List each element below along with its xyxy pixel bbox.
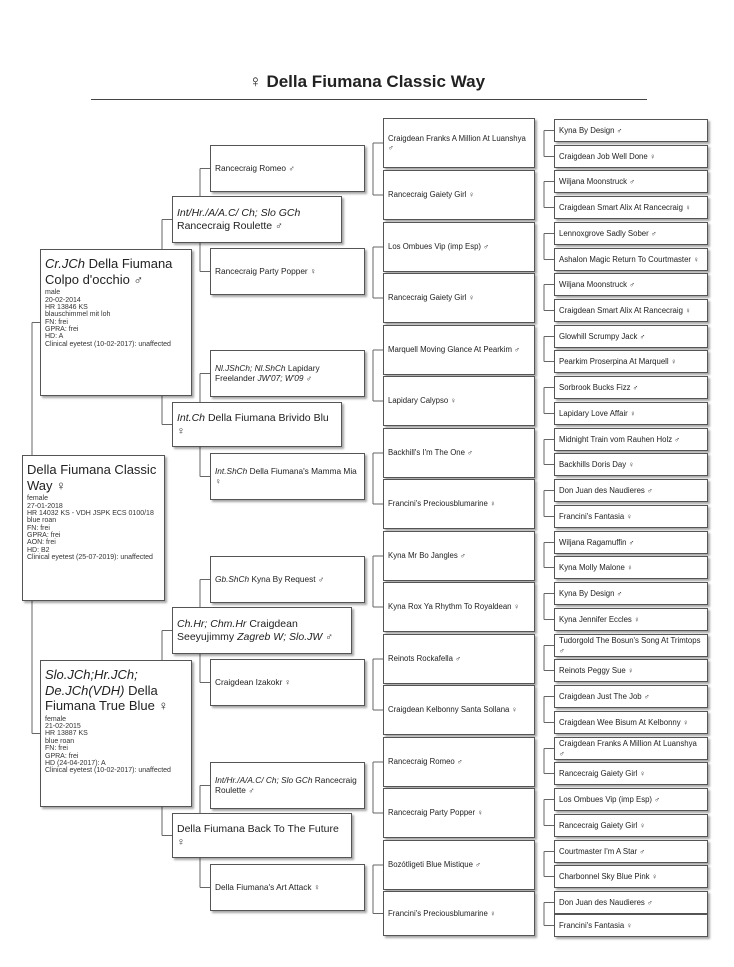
dog-name-text: Backhill's I'm The One: [388, 448, 465, 458]
pedigree-box-a10: [383, 582, 535, 632]
dog-name: [559, 229, 703, 238]
pedigree-box-b17: [554, 531, 708, 554]
dog-titles: Nl.JShCh; Nl.ShCh: [215, 362, 286, 373]
pedigree-box-b25: [554, 737, 708, 760]
dog-name-text: Kyna By Request: [251, 573, 316, 584]
male-symbol-icon: ♂: [674, 434, 681, 444]
male-symbol-icon: ♂: [275, 219, 283, 232]
pedigree-box-b15: [554, 479, 708, 502]
female-symbol-icon: ♀: [639, 820, 646, 830]
female-symbol-icon: ♀: [628, 459, 635, 469]
dog-name-text: Rancecraig Gaiety Girl: [388, 293, 467, 303]
male-symbol-icon: ♂: [133, 271, 144, 287]
dog-name: [559, 769, 703, 778]
dog-name-text: Backhills Doris Day: [559, 459, 627, 469]
detail-line: FN: frei: [45, 745, 68, 753]
detail-line: 21-02-2015: [45, 723, 81, 731]
dog-name: [559, 306, 703, 315]
female-symbol-icon: ♀: [310, 265, 317, 276]
dog-name: [559, 636, 703, 655]
pedigree-box-a14: [383, 788, 535, 838]
pedigree-box-b9: [554, 325, 708, 348]
male-symbol-icon: ♂: [483, 242, 490, 252]
pedigree-box-dsd: [210, 659, 365, 706]
detail-line: HR 13887 KS: [45, 730, 88, 738]
dog-name-text: Della Fiumana Brivido Blu: [207, 411, 329, 424]
dog-name-text: Reinots Rockafella: [388, 654, 454, 664]
dog-name: [559, 615, 703, 624]
detail-line: blauschimmel mit loh: [45, 311, 111, 319]
dog-name-text: Lennoxgrove Sadly Sober: [559, 228, 649, 238]
male-symbol-icon: ♂: [456, 757, 463, 767]
dog-name: [559, 821, 703, 830]
detail-line: 27-01-2018: [27, 502, 63, 510]
female-symbol-icon: ♀: [468, 293, 475, 303]
pedigree-box-ds: [172, 607, 352, 654]
dog-titles: Int.Ch: [177, 411, 208, 424]
dog-name: [215, 776, 360, 796]
dog-name-text: Don Juan des Naudieres: [559, 897, 645, 907]
dog-name-text: Reinots Peggy Sue: [559, 665, 626, 675]
male-symbol-icon: ♂: [475, 860, 481, 870]
dog-name-text: Don Juan des Naudieres: [559, 485, 645, 495]
dog-details: [27, 495, 160, 561]
dog-name-text: Craigdean Kelbonny Santa Sollana: [388, 705, 510, 715]
detail-line: HR 13846 KS: [45, 303, 88, 311]
dog-name-text: Della Fiumana True Blue: [45, 682, 158, 714]
pedigree-box-b32: [554, 914, 708, 937]
male-symbol-icon: ♂: [559, 748, 565, 758]
dog-name: [559, 332, 703, 341]
dog-name-text: Craigdean Seeyujimmy: [177, 617, 298, 643]
dog-name: [559, 563, 703, 572]
dog-name: [215, 678, 360, 688]
male-symbol-icon: ♂: [248, 784, 255, 795]
dog-name: [388, 757, 530, 766]
pedigree-box-sire: [40, 249, 192, 396]
dog-name-text: Rancecraig Gaiety Girl: [559, 820, 638, 830]
male-symbol-icon: ♂: [650, 228, 657, 238]
pedigree-box-b4: [554, 196, 708, 219]
male-symbol-icon: ♂: [616, 588, 623, 598]
pedigree-box-sdd: [210, 453, 365, 500]
detail-line: 20-02-2014: [45, 296, 81, 304]
dog-name: [27, 462, 160, 493]
pedigree-box-b31: [554, 891, 708, 914]
dog-name: [559, 872, 703, 881]
pedigree-box-subject: [22, 455, 165, 601]
detail-line: GPRA: frei: [45, 325, 79, 333]
dog-title-suffix: JW'07; W'09: [257, 372, 304, 383]
dog-titles: Int/Hr./A/A.C/ Ch; Slo GCh: [177, 206, 301, 219]
dog-name-text: Craigdean Smart Alix At Rancecraig: [559, 305, 683, 315]
pedigree-box-b27: [554, 788, 708, 811]
detail-line: AON: frei: [27, 539, 56, 547]
dog-name: [559, 666, 703, 675]
dog-details: [45, 289, 187, 348]
dog-name: [559, 538, 703, 547]
pedigree-box-b5: [554, 222, 708, 245]
dog-name: [388, 860, 530, 869]
dog-name-text: Francini's Fantasia: [559, 920, 625, 930]
male-symbol-icon: ♂: [559, 645, 565, 655]
pedigree-box-b1: [554, 119, 708, 142]
pedigree-box-a1: [383, 118, 535, 168]
female-symbol-icon: ♀: [215, 475, 222, 486]
male-symbol-icon: ♂: [654, 794, 661, 804]
dog-name: [388, 551, 530, 560]
pedigree-box-b16: [554, 505, 708, 528]
male-symbol-icon: ♂: [629, 176, 636, 186]
pedigree-box-a12: [383, 685, 535, 735]
pedigree-box-b13: [554, 428, 708, 451]
pedigree-box-sds: [210, 350, 365, 397]
pedigree-box-a8: [383, 479, 535, 529]
detail-line: HR 14032 KS - VDH JSPK ECS 0100/18: [27, 509, 154, 517]
dog-name-text: Craigdean Smart Alix At Rancecraig: [559, 202, 683, 212]
pedigree-box-b7: [554, 273, 708, 296]
male-symbol-icon: ♂: [616, 125, 623, 135]
dog-name-text: Francini's Preciousblumarine: [388, 908, 488, 918]
detail-line: blue roan: [27, 517, 57, 525]
pedigree-box-b19: [554, 582, 708, 605]
detail-line: FN: frei: [27, 524, 50, 532]
pedigree-box-a5: [383, 325, 535, 375]
female-symbol-icon: ♀: [629, 408, 636, 418]
dog-name: [388, 190, 530, 199]
dog-name: [45, 256, 187, 287]
dog-name-text: Craigdean Izakokr: [215, 676, 283, 687]
female-symbol-icon: ♀: [248, 72, 262, 91]
female-symbol-icon: ♀: [682, 717, 689, 727]
male-symbol-icon: ♂: [317, 573, 325, 584]
dog-titles: Int/Hr./A/A.C/ Ch; Slo GCh: [215, 774, 313, 785]
dog-name-text: Pearkim Proserpina At Marquell: [559, 356, 669, 366]
dog-name-text: Della Fiumana Back To The Future: [177, 822, 339, 835]
female-symbol-icon: ♀: [685, 305, 691, 315]
pedigree-box-b26: [554, 762, 708, 785]
detail-line: HD (24-04-2017): A: [45, 759, 106, 767]
dog-name-text: Wiljana Moonstruck: [559, 279, 628, 289]
detail-line: male: [45, 289, 61, 297]
female-symbol-icon: ♀: [651, 871, 658, 881]
pedigree-box-dds: [210, 762, 365, 809]
pedigree-box-a9: [383, 531, 535, 581]
dog-name-text: Wiljana Moonstruck: [559, 176, 628, 186]
female-symbol-icon: ♀: [177, 424, 185, 437]
dog-name: [215, 164, 360, 174]
female-symbol-icon: ♀: [313, 881, 321, 892]
detail-line: Clinical eyetest (10-02-2017): unaffected: [45, 767, 171, 775]
dog-titles: Ch.Hr; Chm.Hr: [177, 617, 247, 630]
male-symbol-icon: ♂: [647, 897, 653, 907]
pedigree-box-b2: [554, 145, 708, 168]
dog-name: [388, 654, 530, 663]
dog-name: [559, 203, 703, 212]
pedigree-box-b22: [554, 659, 708, 682]
female-symbol-icon: ♀: [627, 562, 633, 572]
male-symbol-icon: ♂: [514, 345, 520, 355]
female-symbol-icon: ♀: [626, 511, 633, 521]
dog-name-text: Bozótligeti Blue Mistique: [388, 860, 473, 870]
pedigree-box-a2: [383, 170, 535, 220]
female-symbol-icon: ♀: [477, 808, 484, 818]
dog-name-text: Rancecraig Gaiety Girl: [388, 190, 467, 200]
dog-name: [559, 409, 703, 418]
dog-name-text: Rancecraig Party Popper: [215, 265, 308, 276]
dog-title-suffix: Zagreb W; Slo.JW: [237, 630, 323, 643]
male-symbol-icon: ♂: [325, 630, 334, 643]
pedigree-box-a4: [383, 273, 535, 323]
pedigree-box-sss: [210, 145, 365, 192]
pedigree-box-b24: [554, 711, 708, 734]
dog-name: [559, 692, 703, 701]
dog-name: [388, 499, 530, 508]
dog-name: [559, 152, 703, 161]
dog-name: [559, 486, 703, 495]
pedigree-box-a7: [383, 428, 535, 478]
dog-name: [388, 242, 530, 251]
dog-name: [215, 883, 360, 893]
female-symbol-icon: ♀: [490, 499, 496, 509]
dog-name: [388, 293, 530, 302]
dog-name-text: Lapidary Freelander: [215, 362, 320, 383]
pedigree-box-b14: [554, 453, 708, 476]
detail-line: HD: B2: [27, 546, 50, 554]
dog-name: [388, 448, 530, 457]
dog-titles: Int.ShCh: [215, 465, 248, 476]
female-symbol-icon: ♀: [685, 202, 691, 212]
female-symbol-icon: ♀: [177, 835, 185, 848]
pedigree-box-a15: [383, 840, 535, 890]
pedigree-box-a13: [383, 737, 535, 787]
pedigree-box-dd: [172, 813, 352, 858]
dog-name: [559, 255, 703, 264]
dog-name-text: Kyna Molly Malone: [559, 562, 625, 572]
dog-name-text: Della Fiumana Colpo d'occhio: [45, 256, 173, 287]
male-symbol-icon: ♂: [628, 537, 635, 547]
dog-name-text: Rancecraig Romeo: [388, 757, 455, 767]
dog-name: [45, 667, 187, 714]
dog-name: [177, 412, 337, 437]
dog-name-text: Courtmaster I'm A Star: [559, 846, 638, 856]
male-symbol-icon: ♂: [459, 551, 466, 561]
pedigree-box-b6: [554, 248, 708, 271]
male-symbol-icon: ♂: [305, 372, 313, 383]
dog-name: [559, 739, 703, 758]
female-symbol-icon: ♀: [56, 477, 66, 493]
dog-name-text: Kyna By Design: [559, 588, 615, 598]
dog-name-text: Rancecraig Roulette: [215, 774, 357, 795]
female-symbol-icon: ♀: [633, 614, 640, 624]
dog-name-text: Rancecraig Romeo: [215, 162, 287, 173]
dog-name: [559, 460, 703, 469]
pedigree-box-b28: [554, 814, 708, 837]
dog-name: [559, 589, 703, 598]
dog-name: [388, 345, 530, 354]
dog-details: [45, 716, 187, 775]
dog-name-text: Tudorgold The Bosun's Song At Trimtops: [559, 636, 701, 646]
dog-name-text: Los Ombues Vip (imp Esp): [388, 242, 482, 252]
dog-name: [388, 396, 530, 405]
dog-name: [559, 383, 703, 392]
dog-name: [559, 921, 703, 930]
pedigree-box-b18: [554, 556, 708, 579]
male-symbol-icon: ♂: [467, 448, 473, 458]
female-symbol-icon: ♀: [626, 920, 633, 930]
detail-line: blue roan: [45, 737, 75, 745]
pedigree-box-a11: [383, 634, 535, 684]
dog-name-text: Della Fiumana's Art Attack: [215, 881, 312, 892]
dog-name-text: Ashalon Magic Return To Courtmaster: [559, 254, 692, 264]
pedigree-box-ss: [172, 196, 342, 243]
dog-name: [388, 808, 530, 817]
dog-name-text: Della Fiumana's Mamma Mia: [249, 465, 357, 476]
dog-name: [215, 267, 360, 277]
dog-name: [177, 618, 347, 643]
dog-titles: Cr.JCh: [45, 256, 85, 271]
dog-name-text: Craigdean Franks A Million At Luanshya: [559, 739, 697, 749]
female-symbol-icon: ♀: [511, 705, 518, 715]
dog-name-text: Della Fiumana Classic Way: [27, 462, 157, 493]
pedigree-box-a3: [383, 222, 535, 272]
detail-line: Clinical eyetest (25-07-2019): unaffected: [27, 553, 153, 561]
dog-name: [559, 126, 703, 135]
dog-titles: Gb.ShCh: [215, 573, 250, 584]
title-text: Della Fiumana Classic Way: [266, 72, 486, 91]
dog-name: [388, 602, 530, 611]
pedigree-box-b10: [554, 350, 708, 373]
dog-name: [559, 280, 703, 289]
dog-name-text: Charbonnel Sky Blue Pink: [559, 871, 650, 881]
dog-name-text: Lapidary Love Affair: [559, 408, 628, 418]
male-symbol-icon: ♂: [288, 162, 295, 173]
dog-name: [177, 823, 347, 848]
dog-name-text: Sorbrook Bucks Fizz: [559, 382, 631, 392]
pedigree-box-a16: [383, 891, 535, 936]
dog-name: [388, 134, 530, 153]
dog-titles: Slo.JCh;Hr.JCh; De.JCh(VDH): [45, 667, 138, 698]
dog-name-text: Lapidary Calypso: [388, 396, 449, 406]
male-symbol-icon: ♂: [632, 382, 639, 392]
pedigree-box-b12: [554, 402, 708, 425]
dog-name-text: Kyna Jennifer Eccles: [559, 614, 632, 624]
dog-name: [559, 357, 703, 366]
female-symbol-icon: ♀: [450, 396, 457, 406]
female-symbol-icon: ♀: [468, 190, 475, 200]
dog-name: [215, 364, 360, 384]
male-symbol-icon: ♂: [455, 654, 462, 664]
dog-name: [215, 575, 360, 585]
dog-name-text: Marquell Moving Glance At Pearkim: [388, 345, 512, 355]
female-symbol-icon: ♀: [513, 602, 520, 612]
dog-name: [559, 847, 703, 856]
pedigree-box-sd: [172, 402, 342, 447]
dog-name: [559, 795, 703, 804]
dog-name: [559, 435, 703, 444]
pedigree-box-ddd: [210, 864, 365, 911]
female-symbol-icon: ♀: [490, 908, 496, 918]
female-symbol-icon: ♀: [158, 698, 169, 714]
pedigree-box-b30: [554, 865, 708, 888]
dog-name: [388, 909, 530, 918]
pedigree-box-ssd: [210, 248, 365, 295]
dog-name-text: Glowhill Scrumpy Jack: [559, 331, 638, 341]
dog-name: [559, 718, 703, 727]
pedigree-box-dam: [40, 660, 192, 807]
dog-name-text: Midnight Train vom Rauhen Holz: [559, 434, 673, 444]
dog-name: [388, 705, 530, 714]
dog-name-text: Kyna Rox Ya Rhythm To Royaldean: [388, 602, 512, 612]
pedigree-box-b29: [554, 840, 708, 863]
male-symbol-icon: ♂: [639, 846, 646, 856]
female-symbol-icon: ♀: [649, 151, 656, 161]
female-symbol-icon: ♀: [284, 676, 291, 687]
detail-line: GPRA: frei: [45, 752, 79, 760]
dog-name-text: Rancecraig Party Popper: [388, 808, 476, 818]
pedigree-box-b3: [554, 170, 708, 193]
dog-name-text: Rancecraig Roulette: [177, 219, 273, 232]
dog-name: [559, 512, 703, 521]
pedigree-box-dss: [210, 556, 365, 603]
pedigree-box-b8: [554, 299, 708, 322]
dog-name: [177, 207, 337, 232]
pedigree-box-b23: [554, 685, 708, 708]
female-symbol-icon: ♀: [639, 768, 646, 778]
dog-name-text: Craigdean Wee Bisum At Kelbonny: [559, 717, 681, 727]
female-symbol-icon: ♀: [693, 254, 700, 264]
detail-line: HD: A: [45, 333, 64, 341]
dog-name-text: Wiljana Ragamuffin: [559, 537, 627, 547]
pedigree-box-b21: [554, 634, 708, 657]
dog-name: [559, 898, 703, 907]
detail-line: GPRA: frei: [27, 531, 61, 539]
female-symbol-icon: ♀: [670, 356, 677, 366]
detail-line: FN: frei: [45, 318, 68, 326]
dog-name-text: Kyna By Design: [559, 125, 615, 135]
detail-line: female: [45, 715, 67, 723]
dog-name-text: Craigdean Just The Job: [559, 691, 642, 701]
detail-line: Clinical eyetest (10-02-2017): unaffected: [45, 340, 171, 348]
male-symbol-icon: ♂: [629, 279, 636, 289]
dog-name: [559, 177, 703, 186]
detail-line: female: [27, 495, 49, 503]
pedigree-box-b11: [554, 376, 708, 399]
male-symbol-icon: ♂: [643, 691, 650, 701]
dog-name-text: Rancecraig Gaiety Girl: [559, 768, 638, 778]
dog-name-text: Kyna Mr Bo Jangles: [388, 551, 458, 561]
dog-name-text: Francini's Fantasia: [559, 511, 625, 521]
dog-name: [215, 467, 360, 487]
dog-name-text: Craigdean Franks A Million At Luanshya: [388, 133, 526, 143]
pedigree-box-a6: [383, 376, 535, 426]
male-symbol-icon: ♂: [639, 331, 646, 341]
dog-name-text: Francini's Preciousblumarine: [388, 499, 488, 509]
female-symbol-icon: ♀: [627, 665, 634, 675]
male-symbol-icon: ♂: [647, 485, 653, 495]
male-symbol-icon: ♂: [388, 143, 394, 152]
dog-name-text: Craigdean Job Well Done: [559, 151, 648, 161]
dog-name-text: Los Ombues Vip (imp Esp): [559, 794, 653, 804]
pedigree-box-b20: [554, 608, 708, 631]
